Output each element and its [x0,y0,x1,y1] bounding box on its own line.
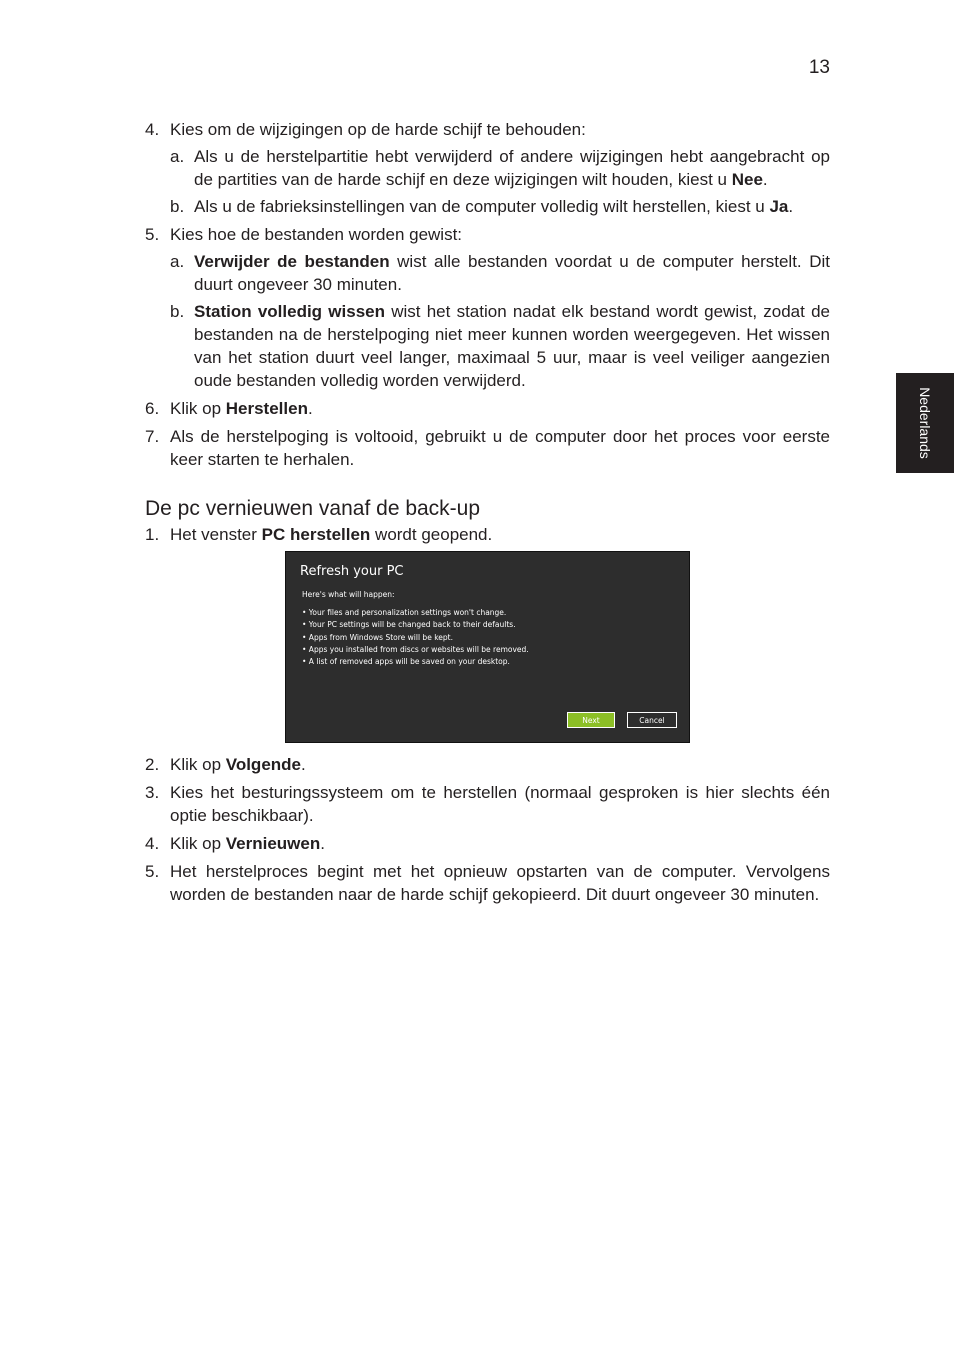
item-number: 6. [145,399,160,418]
item-number: 4. [145,120,160,139]
item-end: . [320,834,325,853]
sub-item [170,145,830,191]
dialog-bullet: • Apps you installed from discs or websites will be removed. [302,644,529,654]
sub-letter: b. [170,302,185,321]
cancel-button[interactable]: Cancel [627,712,677,728]
item-number: 3. [145,783,160,802]
list-item [145,832,830,855]
dialog-bullet: • Apps from Windows Store will be kept. [302,632,453,642]
dialog-subtitle: Here's what will happen: [302,590,395,599]
refresh-dialog-screenshot [285,551,690,743]
item-number: 5. [145,862,160,881]
list-item [145,860,830,906]
dialog-bullet-list [302,607,529,668]
item-number: 7. [145,427,160,446]
item-number: 2. [145,755,160,774]
item-text: Als de herstelpoging is voltooid, gebruikt u de computer door het proces voor eerste keer starten te herhalen. [170,427,830,469]
bold-term: Vernieuwen [225,834,321,853]
sub-text: wist het station nadat elk bestand wordt gewist, zodat de bestanden na de herstelpoging niet meer kunnen worden weergegeven. Het wissen van het station duurt veel langer, maximaal 5 uur, maar is veel veiliger aangezien oude bestanden volledig worden verwijderd. [194,302,830,390]
bold-term: PC herstellen [261,525,371,544]
sub-text: Als u de herstelpartitie hebt verwijderd of andere wijzigingen hebt aangebracht op de partities van de harde schijf en deze wijzigingen wilt houden, kiest u [194,147,830,189]
sub-item [170,250,830,296]
list-item [145,781,830,827]
item-number: 5. [145,225,160,244]
page-number: 13 [808,57,830,78]
item-text: Het herstelproces begint met het opnieuw opstarten van de computer. Vervolgens worden de bestanden naar de harde schijf gekopieerd. Dit duurt ongeveer 30 minuten. [170,862,830,904]
bold-term: Ja [769,197,789,216]
list-item [145,397,830,420]
language-side-tab [896,373,954,473]
dialog-bullet: • A list of removed apps will be saved on your desktop. [302,657,510,667]
list-item [145,753,830,776]
sub-end: . [788,197,794,216]
item-text: Kies om de wijzigingen op de harde schijf te behouden: [170,120,586,139]
item-end: . [307,399,313,418]
sub-item [170,195,830,218]
item-text: Klik op [170,834,226,853]
language-tab-label: Nederlands [917,387,933,459]
bold-term: Herstellen [225,399,308,418]
item-text: Klik op [170,755,226,774]
item-number: 4. [145,834,160,853]
sub-text: Als u de fabrieksinstellingen van de computer volledig wilt herstellen, kiest u [194,197,770,216]
section-heading: De pc vernieuwen vanaf de back-up [145,497,481,520]
sub-text: wist alle bestanden voordat u de computer herstelt. Dit duurt ongeveer 30 minuten. [194,252,830,294]
page-content [145,118,830,911]
list-item [145,223,830,392]
item-end: . [301,755,306,774]
sub-letter: a. [170,252,185,271]
dialog-bullet: • Your PC settings will be changed back to their defaults. [302,620,516,630]
sub-end: . [762,170,768,189]
next-button[interactable]: Next [567,712,615,728]
item-number: 1. [145,525,160,544]
list-item [145,425,830,471]
sub-letter: b. [170,197,185,216]
refresh-pc-dialog [285,551,690,743]
bold-term: Station volledig wissen [194,302,385,321]
list-item [145,523,830,546]
item-text: Klik op [170,399,226,418]
bold-term: Verwijder de bestanden [194,252,390,271]
item-end: wordt geopend. [370,525,493,544]
dialog-bullet: • Your files and personalization settings won't change. [302,608,507,617]
sub-item [170,300,830,392]
bold-term: Volgende [225,755,301,774]
bold-term: Nee [731,170,763,189]
item-text: Kies het besturingssysteem om te herstellen (normaal gesproken is hier slechts één optie beschikbaar). [170,783,830,825]
sub-letter: a. [170,147,185,166]
list-item [145,118,830,218]
dialog-title: Refresh your PC [300,564,404,579]
item-text: Het venster [170,525,262,544]
item-text: Kies hoe de bestanden worden gewist: [170,225,463,244]
